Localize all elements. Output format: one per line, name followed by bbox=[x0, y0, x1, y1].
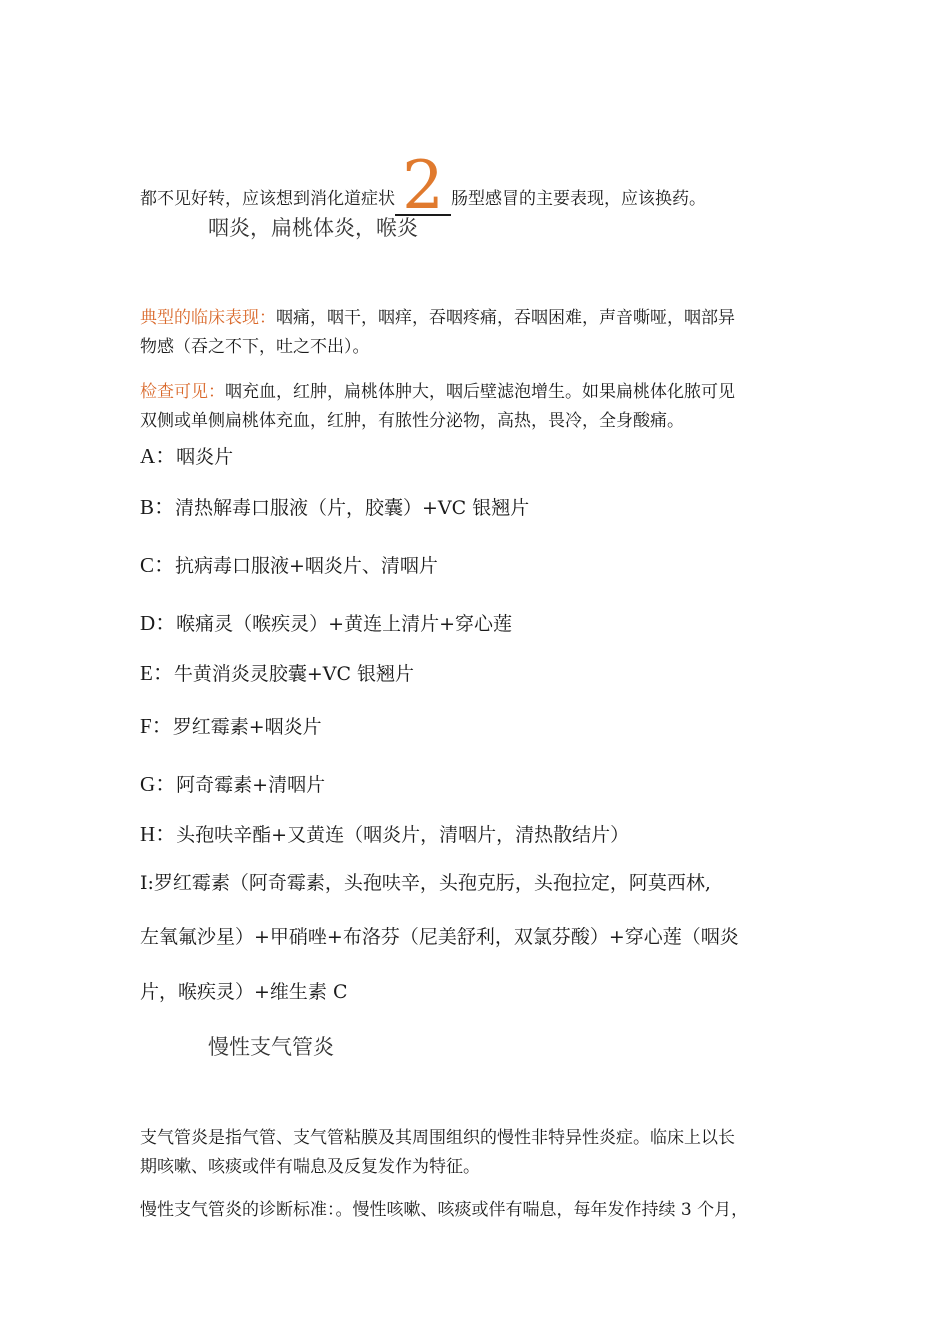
intro-line bbox=[140, 147, 706, 224]
option-a bbox=[140, 440, 233, 470]
option-text: 清热解毒口服液（片，胶囊）+VC 银翘片 bbox=[175, 497, 530, 519]
option-i-line-2: 左氧氟沙星）+甲硝唑+布洛芬（尼美舒利，双氯芬酸）+穿心莲（咽炎 bbox=[140, 926, 739, 948]
option-h bbox=[140, 818, 629, 848]
option-i-line-3: 片，喉疾灵）+维生素 C bbox=[140, 981, 348, 1003]
option-key: C： bbox=[140, 553, 176, 577]
intro-text-after: 肠型感冒的主要表现，应该换药。 bbox=[451, 189, 706, 209]
option-text: 咽炎片 bbox=[176, 446, 234, 468]
option-text: 阿奇霉素+清咽片 bbox=[176, 774, 326, 796]
option-f bbox=[140, 710, 322, 740]
option-i-line-1: I:罗红霉素（阿奇霉素，头孢呋辛，头孢克肟，头孢拉定，阿莫西林, bbox=[140, 872, 711, 894]
clinical-line-2: 物感（吞之不下，吐之不出）。 bbox=[140, 337, 370, 357]
option-text: 头孢呋辛酯+又黄连（咽炎片，清咽片，清热散结片） bbox=[176, 824, 630, 846]
option-key: F： bbox=[140, 714, 173, 738]
option-key: D： bbox=[140, 611, 177, 635]
option-key: E： bbox=[140, 661, 174, 685]
option-g bbox=[140, 768, 325, 798]
diagnosis-line: 慢性支气管炎的诊断标准：。慢性咳嗽、咳痰或伴有喘息，每年发作持续 3 个月， bbox=[140, 1200, 749, 1220]
exam-line-2: 双侧或单侧扁桃体充血，红肿，有脓性分泌物，高热，畏冷，全身酸痛。 bbox=[140, 411, 684, 431]
clinical-label: 典型的临床表现： bbox=[140, 308, 276, 328]
option-key: B： bbox=[140, 495, 176, 519]
exam-label: 检查可见： bbox=[140, 382, 225, 402]
option-e bbox=[140, 657, 414, 687]
section-number: 2 bbox=[395, 158, 451, 216]
clinical-line-1: 咽痛，咽干，咽痒，吞咽疼痛，吞咽困难，声音嘶哑，咽部异 bbox=[276, 308, 735, 328]
intro-text-before: 都不见好转，应该想到消化道症状 bbox=[140, 189, 395, 209]
section-title-bronchitis: 慢性支气管炎 bbox=[208, 1035, 334, 1059]
clinical-paragraph bbox=[140, 304, 820, 362]
option-text: 牛黄消炎灵胶囊+VC 银翘片 bbox=[173, 663, 415, 685]
bronchitis-paragraph bbox=[140, 1124, 820, 1182]
option-key: A： bbox=[140, 444, 177, 468]
option-text: 喉痛灵（喉疾灵）+黄连上清片+穿心莲 bbox=[176, 613, 513, 635]
option-b bbox=[140, 491, 529, 521]
option-c bbox=[140, 549, 438, 579]
exam-paragraph bbox=[140, 378, 820, 436]
exam-line-1: 咽充血，红肿，扁桃体肿大，咽后壁滤泡增生。如果扁桃体化脓可见 bbox=[225, 382, 735, 402]
option-key: H： bbox=[140, 822, 177, 846]
option-key: G： bbox=[140, 772, 177, 796]
option-text: 抗病毒口服液+咽炎片、清咽片 bbox=[175, 555, 438, 577]
option-d bbox=[140, 607, 512, 637]
bronchitis-line-2: 期咳嗽、咳痰或伴有喘息及反复发作为特征。 bbox=[140, 1157, 480, 1177]
option-text: 罗红霉素+咽炎片 bbox=[172, 716, 322, 738]
bronchitis-line-1: 支气管炎是指气管、支气管粘膜及其周围组织的慢性非特异性炎症。临床上以长 bbox=[140, 1128, 735, 1148]
section-title-pharyngitis: 咽炎，扁桃体炎，喉炎 bbox=[208, 216, 418, 240]
